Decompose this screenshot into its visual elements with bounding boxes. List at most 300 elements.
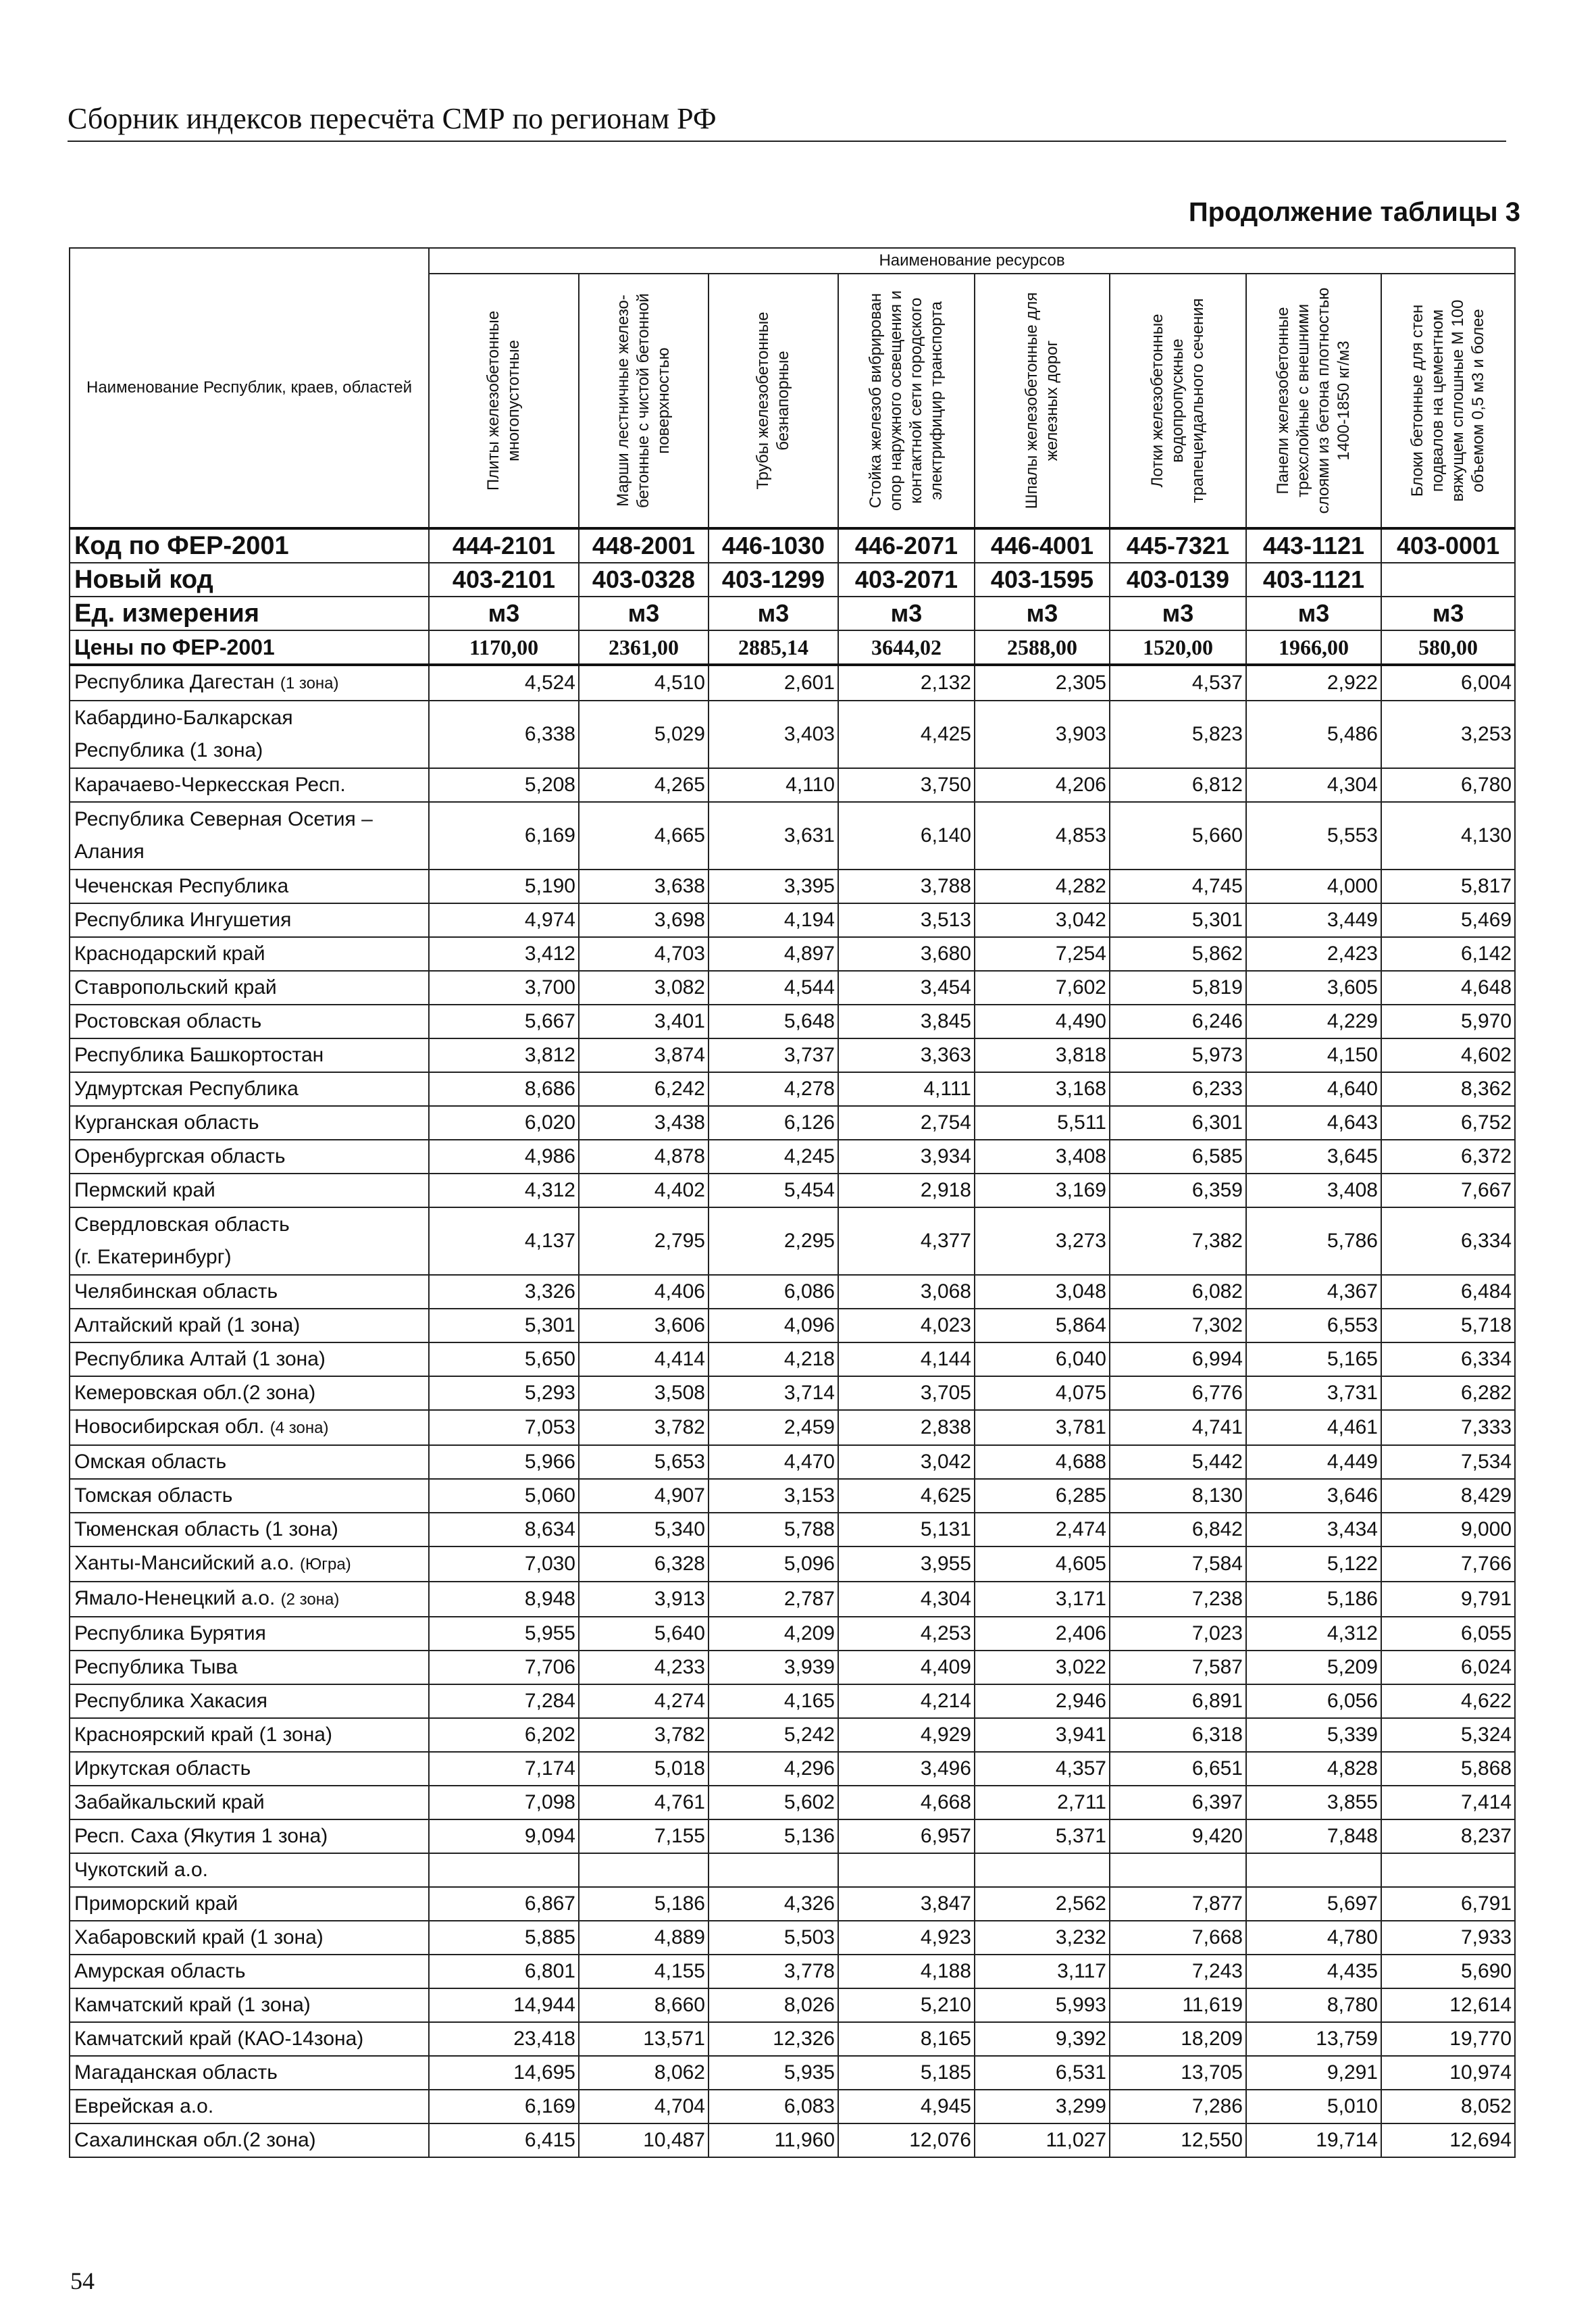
region-name-text: Кемеровская обл.(2 зона) [74,1382,316,1404]
index-value: 3,737 [709,1038,838,1072]
index-value: 3,913 [579,1582,709,1617]
resource-column-header [1381,274,1515,528]
index-value: 6,334 [1381,1207,1515,1275]
region-name [70,1038,429,1072]
index-value: 7,284 [429,1684,579,1718]
index-value: 5,442 [1110,1445,1246,1479]
index-value: 11,619 [1110,1988,1246,2022]
index-value: 4,414 [579,1342,709,1376]
index-value: 7,584 [1110,1546,1246,1582]
index-value: 5,718 [1381,1309,1515,1342]
region-name-text: Ставропольский край [74,976,277,999]
index-value: 5,653 [579,1445,709,1479]
table-row [70,1106,1515,1140]
table-row [70,1072,1515,1106]
table-row [70,1174,1515,1207]
index-value [1246,1853,1381,1887]
index-value: 5,648 [709,1005,838,1038]
meta-cell: 2885,14 [709,630,838,665]
region-name-text: Новосибирская обл. [74,1415,265,1438]
table-body [70,528,1515,2157]
region-name [70,971,429,1005]
meta-cell: м3 [579,597,709,630]
index-value: 7,333 [1381,1410,1515,1445]
table-row [70,870,1515,903]
index-value: 5,786 [1246,1207,1381,1275]
index-value: 6,842 [1110,1513,1246,1546]
region-name [70,2056,429,2090]
index-value: 8,026 [709,1988,838,2022]
index-value: 3,449 [1246,903,1381,937]
index-value: 3,153 [709,1479,838,1513]
index-value: 5,293 [429,1376,579,1410]
index-value: 7,877 [1110,1887,1246,1921]
index-value: 12,550 [1110,2123,1246,2157]
region-name-text: Удмуртская Республика [74,1078,299,1100]
index-value: 6,020 [429,1106,579,1140]
index-value: 3,939 [709,1651,838,1684]
meta-cell: 403-0139 [1110,563,1246,597]
index-value: 9,291 [1246,2056,1381,2090]
region-name [70,1342,429,1376]
region-name [70,1445,429,1479]
index-value: 3,363 [838,1038,975,1072]
index-value: 8,660 [579,1988,709,2022]
index-value: 5,862 [1110,937,1246,971]
index-value: 5,185 [838,2056,975,2090]
index-value: 4,622 [1381,1684,1515,1718]
index-value: 3,955 [838,1546,975,1582]
region-name-text: Республика Северная Осетия – [74,808,373,830]
index-value: 5,819 [1110,971,1246,1005]
index-value: 6,867 [429,1887,579,1921]
index-value: 2,795 [579,1207,709,1275]
table-row [70,1479,1515,1513]
index-value: 4,602 [1381,1038,1515,1072]
region-name-text: Краснодарский край [74,942,265,965]
index-value: 6,891 [1110,1684,1246,1718]
meta-cell: 403-0328 [579,563,709,597]
region-name [70,2022,429,2056]
table-row [70,1038,1515,1072]
region-name [70,1309,429,1342]
index-value: 4,828 [1246,1752,1381,1786]
index-value: 4,130 [1381,802,1515,870]
index-value: 4,096 [709,1309,838,1342]
index-value: 4,282 [975,870,1110,903]
resource-column-header-text: Трубы железобетонные безнапорные [754,311,792,490]
index-value: 4,296 [709,1752,838,1786]
index-value: 3,934 [838,1140,975,1174]
index-value [975,1853,1110,1887]
index-value: 7,414 [1381,1786,1515,1819]
index-value: 6,055 [1381,1617,1515,1651]
table-row [70,903,1515,937]
index-value: 6,397 [1110,1786,1246,1819]
table-row [70,1207,1515,1275]
region-zone-note: (4 зона) [269,1419,329,1437]
region-name [70,903,429,937]
region-name-text: Пермский край [74,1179,215,1201]
index-value [429,1853,579,1887]
table-row [70,665,1515,701]
resource-column-header-text: Марши лестничные железо-бетонные с чистой бетонной поверхностью [614,293,673,508]
table-row [70,1786,1515,1819]
index-value: 6,282 [1381,1376,1515,1410]
index-value: 4,986 [429,1140,579,1174]
meta-cell: 403-0001 [1381,528,1515,563]
index-value: 4,194 [709,903,838,937]
index-value: 3,731 [1246,1376,1381,1410]
index-value: 7,587 [1110,1651,1246,1684]
region-name-text: Камчатский край (1 зона) [74,1994,311,2016]
index-value: 6,334 [1381,1342,1515,1376]
index-value: 2,295 [709,1207,838,1275]
resource-column-header [709,274,838,528]
index-value: 4,357 [975,1752,1110,1786]
index-value: 9,392 [975,2022,1110,2056]
index-value: 4,000 [1246,870,1381,903]
index-value: 2,922 [1246,665,1381,701]
index-value: 5,122 [1246,1546,1381,1582]
index-value: 4,377 [838,1207,975,1275]
region-name [70,1106,429,1140]
index-value: 6,531 [975,2056,1110,2090]
index-value: 5,208 [429,768,579,802]
index-value: 3,750 [838,768,975,802]
index-value: 3,845 [838,1005,975,1038]
index-value: 5,503 [709,1921,838,1955]
index-value: 5,131 [838,1513,975,1546]
index-value: 3,700 [429,971,579,1005]
index-value: 3,847 [838,1887,975,1921]
index-value [1110,1853,1246,1887]
index-value: 7,286 [1110,2090,1246,2123]
index-value: 2,406 [975,1617,1110,1651]
index-value: 7,238 [1110,1582,1246,1617]
table-row [70,1005,1515,1038]
index-value: 3,168 [975,1072,1110,1106]
index-value [1381,1853,1515,1887]
region-name-line2: Алания [74,840,145,863]
index-value: 4,461 [1246,1410,1381,1445]
table-row [70,802,1515,870]
table-row [70,1309,1515,1342]
index-value: 4,406 [579,1275,709,1309]
index-value: 4,245 [709,1140,838,1174]
index-value: 3,631 [709,802,838,870]
region-name [70,1005,429,1038]
index-value: 4,897 [709,937,838,971]
resource-column-header [429,274,579,528]
index-value: 3,680 [838,937,975,971]
index-value: 4,780 [1246,1921,1381,1955]
index-value: 3,903 [975,701,1110,768]
region-column-header: Наименование Республик, краев, областей [70,248,429,528]
index-value: 4,688 [975,1445,1110,1479]
table-row [70,1546,1515,1582]
resource-column-header-text: Панели железобетонные трехслойные с внешними слоями из бетона плотностью 1400-1850 кг/м3 [1274,287,1353,514]
index-value: 7,382 [1110,1207,1246,1275]
region-name [70,802,429,870]
region-name [70,1582,429,1617]
index-value: 7,174 [429,1752,579,1786]
index-value: 4,878 [579,1140,709,1174]
index-value: 2,423 [1246,937,1381,971]
region-name-text: Приморский край [74,1892,238,1915]
region-name-text: Оренбургская область [74,1145,286,1167]
index-value: 6,082 [1110,1275,1246,1309]
index-value: 4,745 [1110,870,1246,903]
table-row [70,1752,1515,1786]
index-value: 5,970 [1381,1005,1515,1038]
index-value: 3,048 [975,1275,1110,1309]
table-row [70,1684,1515,1718]
index-value: 6,752 [1381,1106,1515,1140]
index-value: 5,640 [579,1617,709,1651]
region-zone-note: (Югра) [300,1555,351,1574]
region-name-text: Амурская область [74,1960,246,1982]
index-value: 3,082 [579,971,709,1005]
index-value: 4,326 [709,1887,838,1921]
index-value: 5,697 [1246,1887,1381,1921]
index-value: 3,408 [975,1140,1110,1174]
table-row [70,1988,1515,2022]
index-value: 4,703 [579,937,709,971]
meta-cell: 403-1299 [709,563,838,597]
index-value: 5,186 [579,1887,709,1921]
table-row [70,937,1515,971]
index-value: 4,435 [1246,1955,1381,1988]
index-value: 3,395 [709,870,838,903]
resources-group-header: Наименование ресурсов [429,248,1515,274]
index-value: 6,004 [1381,665,1515,701]
region-name [70,1072,429,1106]
region-name [70,1410,429,1445]
index-value: 13,759 [1246,2022,1381,2056]
table-row [70,768,1515,802]
index-value: 7,023 [1110,1617,1246,1651]
region-name [70,1887,429,1921]
index-value: 14,944 [429,1988,579,2022]
index-value: 5,660 [1110,802,1246,870]
index-value: 3,496 [838,1752,975,1786]
index-value: 7,030 [429,1546,579,1582]
index-value: 5,010 [1246,2090,1381,2123]
index-value: 6,318 [1110,1718,1246,1752]
table-row [70,1955,1515,1988]
index-value: 7,668 [1110,1921,1246,1955]
index-value: 7,933 [1381,1921,1515,1955]
index-value: 4,144 [838,1342,975,1376]
index-value: 4,214 [838,1684,975,1718]
index-value: 8,686 [429,1072,579,1106]
index-value: 4,643 [1246,1106,1381,1140]
meta-cell: м3 [1381,597,1515,630]
meta-cell: 580,00 [1381,630,1515,665]
index-value: 3,408 [1246,1174,1381,1207]
index-value: 3,171 [975,1582,1110,1617]
index-value: 5,650 [429,1342,579,1376]
index-value: 3,855 [1246,1786,1381,1819]
index-value: 4,907 [579,1479,709,1513]
index-value: 4,490 [975,1005,1110,1038]
index-value: 4,929 [838,1718,975,1752]
resource-column-header [1110,274,1246,528]
meta-cell: м3 [838,597,975,630]
table-row [70,701,1515,768]
table-row [70,2090,1515,2123]
region-name [70,1853,429,1887]
index-value: 4,889 [579,1921,709,1955]
index-value: 4,974 [429,903,579,937]
index-value: 5,553 [1246,802,1381,870]
index-value: 4,150 [1246,1038,1381,1072]
index-value: 4,853 [975,802,1110,870]
index-value: 3,434 [1246,1513,1381,1546]
region-name-text: Чеченская Республика [74,875,289,897]
region-name [70,1921,429,1955]
index-value: 6,202 [429,1718,579,1752]
index-value: 3,401 [579,1005,709,1038]
region-name [70,1752,429,1786]
region-name-text: Республика Алтай (1 зона) [74,1348,326,1370]
region-name-text: Ростовская область [74,1010,262,1032]
meta-cell: м3 [975,597,1110,630]
table-row [70,1275,1515,1309]
index-value: 2,474 [975,1513,1110,1546]
index-value: 4,265 [579,768,709,802]
table-row [70,1853,1515,1887]
index-value: 5,096 [709,1546,838,1582]
index-value: 5,955 [429,1617,579,1651]
meta-cell: м3 [429,597,579,630]
index-value: 6,372 [1381,1140,1515,1174]
table-row [70,1718,1515,1752]
region-name [70,937,429,971]
index-value: 6,301 [1110,1106,1246,1140]
index-value: 6,553 [1246,1309,1381,1342]
region-name-text: Красноярский край (1 зона) [74,1724,332,1746]
meta-cell: 446-4001 [975,528,1110,563]
index-value: 6,126 [709,1106,838,1140]
index-value: 5,340 [579,1513,709,1546]
index-value: 7,534 [1381,1445,1515,1479]
region-name [70,1684,429,1718]
index-value: 9,094 [429,1819,579,1853]
index-value: 3,273 [975,1207,1110,1275]
index-value: 3,874 [579,1038,709,1072]
index-value: 5,788 [709,1513,838,1546]
table-row [70,1819,1515,1853]
index-value: 4,945 [838,2090,975,2123]
region-name-text: Иркутская область [74,1757,251,1780]
table-row [70,1140,1515,1174]
index-value: 18,209 [1110,2022,1246,2056]
index-value: 19,770 [1381,2022,1515,2056]
region-name-text: Еврейская а.о. [74,2095,214,2117]
index-value: 6,083 [709,2090,838,2123]
region-name [70,1275,429,1309]
region-name [70,1819,429,1853]
index-value: 2,946 [975,1684,1110,1718]
region-name-text: Респ. Саха (Якутия 1 зона) [74,1825,328,1847]
meta-cell: 3644,02 [838,630,975,665]
index-value: 3,169 [975,1174,1110,1207]
table-row [70,1921,1515,1955]
index-value: 5,690 [1381,1955,1515,1988]
index-value: 5,029 [579,701,709,768]
index-value: 3,326 [429,1275,579,1309]
index-value: 4,304 [838,1582,975,1617]
index-value: 8,429 [1381,1479,1515,1513]
index-value: 3,454 [838,971,975,1005]
index-value: 13,705 [1110,2056,1246,2090]
index-value: 5,371 [975,1819,1110,1853]
new-code-row [70,563,1515,597]
index-value: 4,278 [709,1072,838,1106]
index-value: 5,868 [1381,1752,1515,1786]
resource-column-header [1246,274,1381,528]
index-value: 4,449 [1246,1445,1381,1479]
index-value: 3,705 [838,1376,975,1410]
index-value: 7,706 [429,1651,579,1684]
index-value: 6,169 [429,2090,579,2123]
index-value: 6,780 [1381,768,1515,802]
index-value: 3,782 [579,1410,709,1445]
meta-row-label: Код по ФЕР-2001 [70,528,429,563]
index-value: 8,634 [429,1513,579,1546]
index-value: 3,645 [1246,1140,1381,1174]
index-value: 5,667 [429,1005,579,1038]
resource-column-header [579,274,709,528]
resource-column-header-text: Плиты железобетонные многопустотные [484,310,523,491]
index-value: 10,487 [579,2123,709,2157]
index-value: 4,253 [838,1617,975,1651]
index-value: 3,812 [429,1038,579,1072]
region-name-text: Тюменская область (1 зона) [74,1518,338,1540]
index-value: 3,042 [975,903,1110,937]
resource-column-header [975,274,1110,528]
region-name [70,870,429,903]
index-value: 4,409 [838,1651,975,1684]
region-name-text: Республика Тыва [74,1656,238,1678]
meta-cell: 448-2001 [579,528,709,563]
region-name-text: Алтайский край (1 зона) [74,1314,301,1336]
index-value: 5,210 [838,1988,975,2022]
meta-cell: 1520,00 [1110,630,1246,665]
index-value: 6,242 [579,1072,709,1106]
index-value: 3,412 [429,937,579,971]
index-value: 6,812 [1110,768,1246,802]
region-name [70,1955,429,1988]
index-value: 4,206 [975,768,1110,802]
running-title: Сборник индексов пересчёта СМР по регионам РФ [68,100,1506,142]
index-value: 5,209 [1246,1651,1381,1684]
index-value: 6,142 [1381,937,1515,971]
table-row [70,2022,1515,2056]
index-value: 4,640 [1246,1072,1381,1106]
index-value: 2,918 [838,1174,975,1207]
table-row [70,1445,1515,1479]
index-value: 19,714 [1246,2123,1381,2157]
index-value: 6,415 [429,2123,579,2157]
meta-row-label: Ед. измерения [70,597,429,630]
index-value: 6,338 [429,701,579,768]
index-value: 3,068 [838,1275,975,1309]
index-value: 12,614 [1381,1988,1515,2022]
region-name [70,1988,429,2022]
